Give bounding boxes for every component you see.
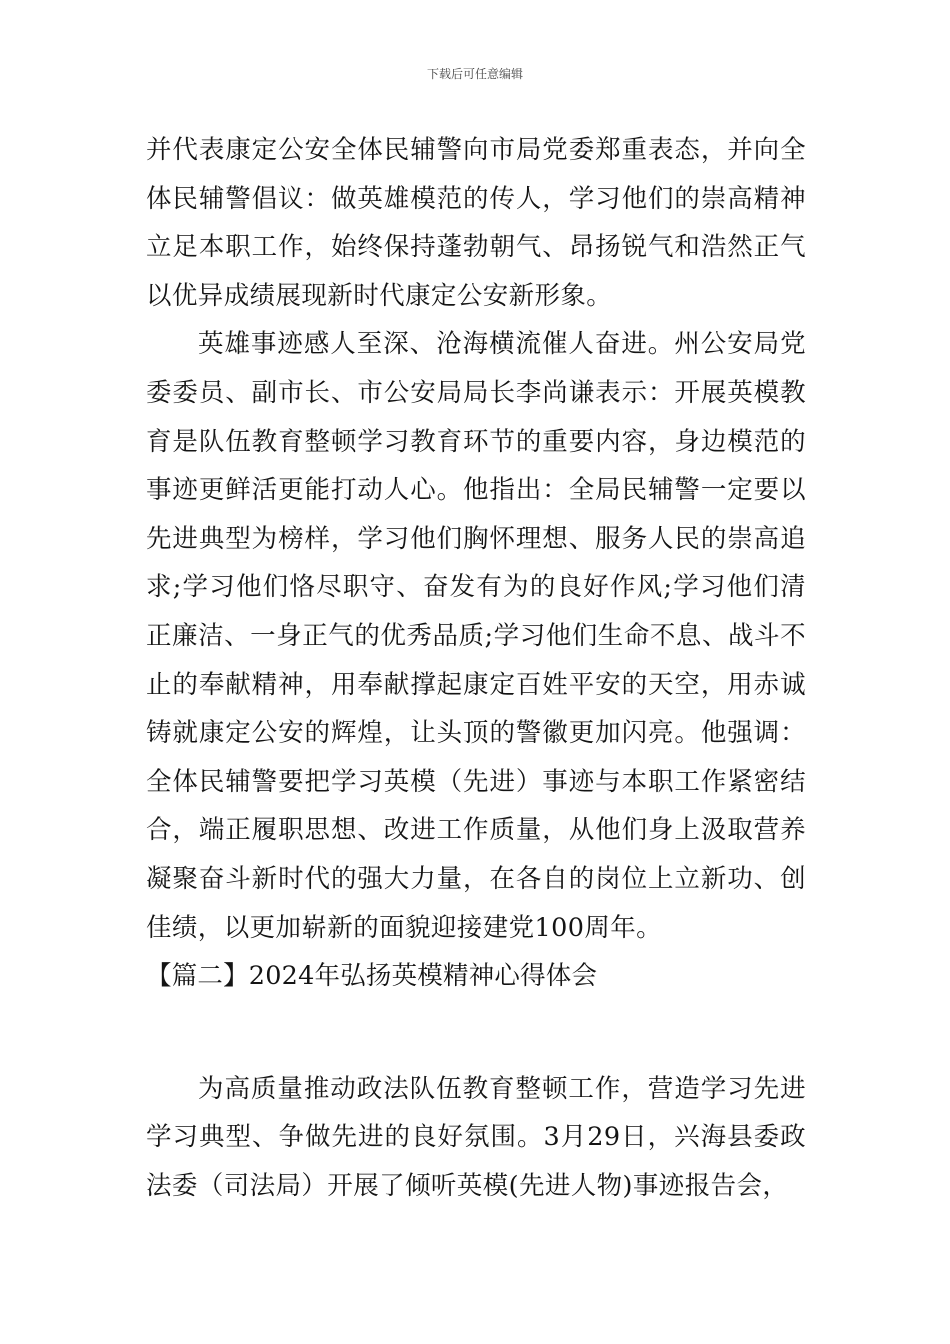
document-body	[146, 126, 806, 1210]
paragraph-report-meeting: 为高质量推动政法队伍教育整顿工作，营造学习先进学习典型、争做先进的良好氛围。3月29日，兴海县委政法委（司法局）开展了倾听英模(先进人物)事迹报告会，	[146, 1073, 806, 1201]
section-heading: 【篇二】2024年弘扬英模精神心得体会	[146, 961, 598, 992]
section-spacer	[146, 1001, 806, 1065]
paragraph-hero-deeds: 英雄事迹感人至深、沧海横流催人奋进。州公安局党委委员、副市长、市公安局局长李尚谦表示：开展英模教育是队伍教育整顿学习教育环节的重要内容，身边模范的事迹更鲜活更能打动人心。他指出：全局民辅警一定要以先进典型为榜样，学习他们胸怀理想、服务人民的崇高追求;学习他们恪尽职守、奋发有为的良好作风;学习他们清正廉洁、一身正气的优秀品质;学习他们生命不息、战斗不止的奉献精神，用奉献撑起康定百姓平安的天空，用赤诚铸就康定公安的辉煌，让头顶的警徽更加闪亮。他强调：全体民辅警要把学习英模（先进）事迹与本职工作紧密结合，端正履职思想、改进工作质量，从他们身上汲取营养凝聚奋斗新时代的强大力量，在各自的岗位上立新功、创佳绩，以更加崭新的面貌迎接建党100周年。	[146, 329, 806, 943]
page-header-note: 下载后可任意编辑	[426, 67, 523, 81]
paragraph-continuation: 并代表康定公安全体民辅警向市局党委郑重表态，并向全体民辅警倡议：做英雄模范的传人，学习他们的崇高精神立足本职工作，始终保持蓬勃朝气、昂扬锐气和浩然正气以优异成绩展现新时代康定公安新形象。	[146, 135, 806, 311]
